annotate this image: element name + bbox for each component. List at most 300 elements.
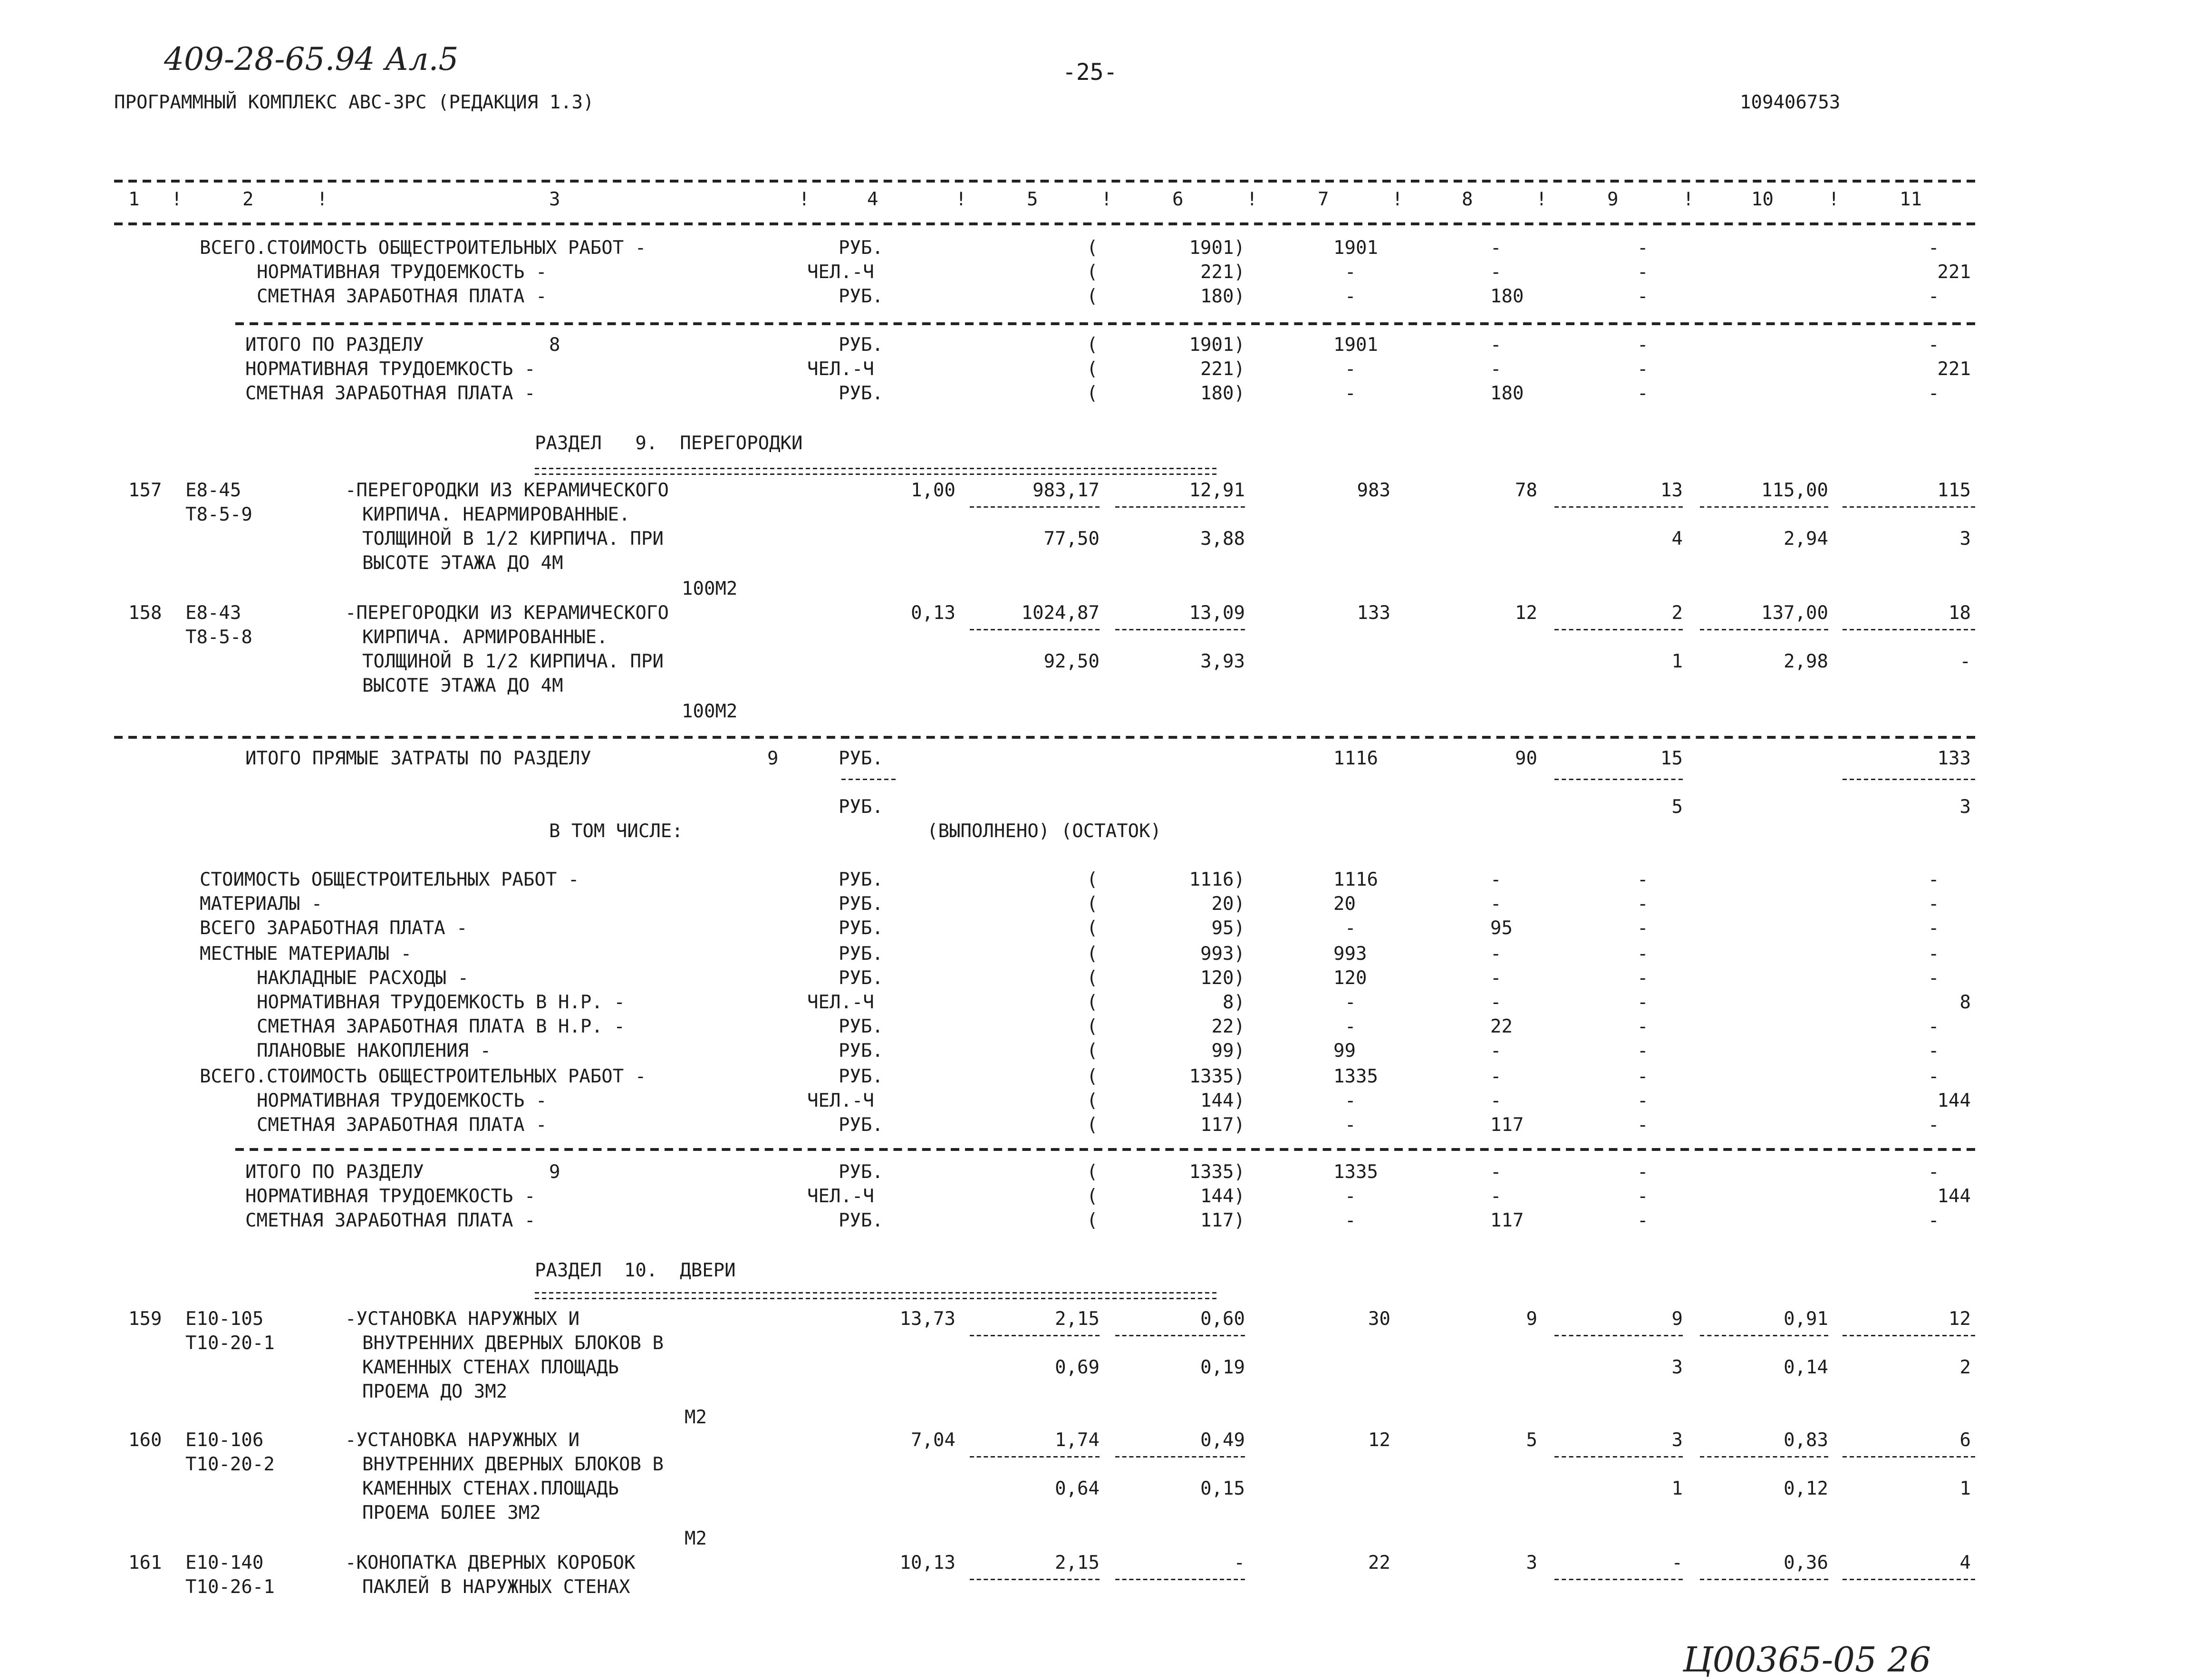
cell-underline bbox=[1115, 1579, 1245, 1580]
dash-cell: - bbox=[1637, 287, 1649, 308]
col-separator: ! bbox=[1536, 190, 1547, 211]
cell-underline bbox=[1115, 1335, 1245, 1336]
item-description: ТОЛЩИНОЙ В 1/2 КИРПИЧА. ПРИ bbox=[362, 652, 664, 673]
item-labor-rate: 0,36 bbox=[1784, 1553, 1828, 1574]
item-quantity: 0,13 bbox=[911, 603, 955, 625]
total-col7: 1901 bbox=[1333, 238, 1378, 260]
item-col9: 9 bbox=[1671, 1309, 1683, 1331]
breakdown-total: 22) bbox=[1211, 1017, 1245, 1039]
breakdown-col11: - bbox=[1928, 1017, 1939, 1039]
dash-cell: - bbox=[1928, 1162, 1939, 1184]
cell-underline bbox=[970, 1456, 1100, 1458]
unit: РУБ. bbox=[839, 797, 883, 819]
col-header-4: 4 bbox=[867, 190, 878, 211]
total-bracket: 1335) bbox=[1189, 1162, 1245, 1184]
item-code-secondary: Т10-26-1 bbox=[185, 1577, 275, 1599]
item-unit-cost-wages: 77,50 bbox=[1043, 529, 1100, 550]
section-title: РАЗДЕЛ 10. ДВЕРИ bbox=[535, 1261, 736, 1282]
paren: ( bbox=[1087, 384, 1098, 405]
cell-underline bbox=[1700, 1456, 1828, 1458]
item-total: 12 bbox=[1368, 1430, 1390, 1452]
breakdown-col8: - bbox=[1490, 894, 1502, 916]
item-labor-total-sub: 3 bbox=[1959, 529, 1971, 550]
item-unit-labor-sub: 3,93 bbox=[1200, 652, 1245, 673]
item-unit-labor-sub: 0,15 bbox=[1200, 1479, 1245, 1500]
col-header-9: 9 bbox=[1607, 190, 1619, 211]
total-bracket: 221) bbox=[1200, 262, 1245, 284]
paren: ( bbox=[1087, 968, 1098, 990]
paren: ( bbox=[1087, 1187, 1098, 1208]
paren: ( bbox=[1087, 262, 1098, 284]
breakdown-col9: - bbox=[1637, 894, 1649, 916]
breakdown-total: 95) bbox=[1211, 919, 1245, 941]
paren: ( bbox=[1087, 943, 1098, 965]
cell-underline bbox=[1700, 1579, 1828, 1580]
unit: ЧЕЛ.-Ч bbox=[807, 993, 874, 1014]
breakdown-col8: 117 bbox=[1490, 1115, 1524, 1137]
dash-cell: - bbox=[1637, 1162, 1649, 1184]
item-labor-total: 12 bbox=[1949, 1309, 1971, 1331]
direct-costs-label: ИТОГО ПРЯМЫЕ ЗАТРАТЫ ПО РАЗДЕЛУ bbox=[245, 749, 591, 770]
breakdown-row-label: СТОИМОСТЬ ОБЩЕСТРОИТЕЛЬНЫХ РАБОТ - bbox=[200, 870, 579, 891]
cell-underline bbox=[1554, 779, 1683, 780]
summary-label: НОРМАТИВНАЯ ТРУДОЕМКОСТЬ - bbox=[245, 1187, 536, 1208]
item-description: ВЫСОТЕ ЭТАЖА ДО 4М bbox=[362, 676, 563, 697]
item-number: 160 bbox=[128, 1430, 162, 1452]
dash-cell: - bbox=[1345, 384, 1356, 405]
cell-underline bbox=[1843, 1335, 1975, 1336]
paren: ( bbox=[1087, 287, 1098, 308]
paren: ( bbox=[1087, 335, 1098, 357]
item-unit-labor: 0,60 bbox=[1200, 1309, 1245, 1331]
dash-cell: - bbox=[1637, 1211, 1649, 1232]
dash-cell: - bbox=[1928, 384, 1939, 405]
col-header-8: 8 bbox=[1462, 190, 1473, 211]
paren: ( bbox=[1087, 1042, 1098, 1063]
section-title: РАЗДЕЛ 9. ПЕРЕГОРОДКИ bbox=[535, 434, 803, 455]
item-description: -ПЕРЕГОРОДКИ ИЗ КЕРАМИЧЕСКОГО bbox=[345, 481, 669, 502]
item-description: КИРПИЧА. АРМИРОВАННЫЕ. bbox=[362, 628, 608, 649]
breakdown-total: 993) bbox=[1200, 943, 1245, 965]
breakdown-col9: - bbox=[1637, 919, 1649, 941]
document-code: 109406753 bbox=[1740, 93, 1841, 114]
item-code: Е10-106 bbox=[185, 1430, 264, 1452]
breakdown-col7: 120 bbox=[1333, 968, 1367, 990]
cell-underline bbox=[1554, 1579, 1683, 1580]
item-labor-rate-sub: 0,12 bbox=[1784, 1479, 1828, 1500]
dash-cell: - bbox=[1637, 384, 1649, 405]
item-description: ВНУТРЕННИХ ДВЕРНЫХ БЛОКОВ В bbox=[362, 1455, 664, 1476]
breakdown-total: 1116) bbox=[1189, 870, 1245, 891]
paren: ( bbox=[1087, 1162, 1098, 1184]
item-description: ВЫСОТЕ ЭТАЖА ДО 4М bbox=[362, 553, 563, 575]
cell-underline bbox=[1554, 1335, 1683, 1336]
unit: РУБ. bbox=[839, 1162, 883, 1184]
paren: ( bbox=[1087, 238, 1098, 260]
item-unit-cost: 983,17 bbox=[1032, 481, 1100, 502]
breakdown-col9: - bbox=[1637, 943, 1649, 965]
item-quantity: 1,00 bbox=[911, 481, 955, 502]
item-description: -УСТАНОВКА НАРУЖНЫХ И bbox=[345, 1309, 580, 1331]
item-code-secondary: Т8-5-9 bbox=[185, 505, 252, 526]
item-labor-total-sub: 2 bbox=[1959, 1358, 1971, 1379]
cell-underline bbox=[1700, 1335, 1828, 1336]
handwritten-doc-number: 409-28-65.94 Ал.5 bbox=[164, 43, 459, 78]
item-labor-rate: 0,83 bbox=[1784, 1430, 1828, 1452]
breakdown-col7: - bbox=[1345, 1115, 1356, 1137]
unit: РУБ. bbox=[839, 1042, 883, 1063]
breakdown-col8: 95 bbox=[1490, 919, 1513, 941]
breakdown-label: В ТОМ ЧИСЛЕ: bbox=[549, 821, 683, 843]
breakdown-row-label: ПЛАНОВЫЕ НАКОПЛЕНИЯ - bbox=[257, 1042, 492, 1063]
col-separator: ! bbox=[955, 190, 967, 211]
handwritten-stamp-number: Ц00365-05 26 bbox=[1683, 1640, 1931, 1680]
item-labor-total: 6 bbox=[1959, 1430, 1971, 1452]
breakdown-col8: 22 bbox=[1490, 1017, 1513, 1039]
paren: ( bbox=[1087, 894, 1098, 916]
breakdown-row-label: НАКЛАДНЫЕ РАСХОДЫ - bbox=[257, 968, 469, 990]
table-top-border bbox=[114, 180, 1975, 183]
item-code-secondary: Т10-20-1 bbox=[185, 1333, 275, 1355]
breakdown-col11: - bbox=[1928, 919, 1939, 941]
breakdown-col7: 1335 bbox=[1333, 1066, 1378, 1088]
dash-cell: - bbox=[1928, 238, 1939, 260]
total-col8: 180 bbox=[1490, 287, 1524, 308]
item-description: КАМЕННЫХ СТЕНАХ.ПЛОЩАДЬ bbox=[362, 1479, 619, 1500]
total-col7: 1901 bbox=[1333, 335, 1378, 357]
breakdown-row-label: ВСЕГО.СТОИМОСТЬ ОБЩЕСТРОИТЕЛЬНЫХ РАБОТ - bbox=[200, 1066, 646, 1088]
item-unit-cost: 2,15 bbox=[1055, 1553, 1100, 1574]
item-labor-rate: 0,91 bbox=[1784, 1309, 1828, 1331]
breakdown-col8: - bbox=[1490, 993, 1502, 1014]
item-unit: М2 bbox=[685, 1529, 707, 1550]
unit: РУБ. bbox=[839, 919, 883, 941]
paren: ( bbox=[1087, 870, 1098, 891]
item-unit-cost: 1,74 bbox=[1055, 1430, 1100, 1452]
item-description: -КОНОПАТКА ДВЕРНЫХ КОРОБОК bbox=[345, 1553, 636, 1574]
col-separator: ! bbox=[1101, 190, 1112, 211]
unit: РУБ. bbox=[839, 335, 883, 357]
item-description: -УСТАНОВКА НАРУЖНЫХ И bbox=[345, 1430, 580, 1452]
item-unit: М2 bbox=[685, 1408, 707, 1429]
item-unit-cost: 1024,87 bbox=[1021, 603, 1100, 625]
cell-underline bbox=[970, 1579, 1100, 1580]
item-labor-total-sub: - bbox=[1959, 652, 1971, 673]
total-bracket: 180) bbox=[1200, 384, 1245, 405]
item-labor-total: 18 bbox=[1949, 603, 1971, 625]
cell-underline bbox=[970, 629, 1100, 630]
col-header-5: 5 bbox=[1027, 190, 1038, 211]
total-col7: 1335 bbox=[1333, 1162, 1378, 1184]
item-number: 157 bbox=[128, 481, 162, 502]
unit: РУБ. bbox=[839, 1211, 883, 1232]
breakdown-row-label: НОРМАТИВНАЯ ТРУДОЕМКОСТЬ В Н.Р. - bbox=[257, 993, 625, 1014]
breakdown-col8: - bbox=[1490, 870, 1502, 891]
cell-underline bbox=[970, 1335, 1100, 1336]
unit: РУБ. bbox=[839, 749, 883, 770]
summary-label: НОРМАТИВНАЯ ТРУДОЕМКОСТЬ - bbox=[245, 359, 536, 381]
item-labor-total-sub: 1 bbox=[1959, 1479, 1971, 1500]
item-code: Е10-140 bbox=[185, 1553, 264, 1574]
breakdown-total: 117) bbox=[1200, 1115, 1245, 1137]
direct-total: 1116 bbox=[1333, 749, 1378, 770]
breakdown-col11: - bbox=[1928, 943, 1939, 965]
item-quantity: 10,13 bbox=[899, 1553, 955, 1574]
paren: ( bbox=[1087, 359, 1098, 381]
total-bracket: 117) bbox=[1200, 1211, 1245, 1232]
breakdown-col9: - bbox=[1637, 993, 1649, 1014]
item-unit-labor: 12,91 bbox=[1189, 481, 1245, 502]
item-wages: 12 bbox=[1515, 603, 1537, 625]
total-bracket: 1901) bbox=[1189, 238, 1245, 260]
page-number: -25- bbox=[1062, 58, 1118, 86]
section-separator bbox=[114, 736, 1975, 739]
paren: ( bbox=[1087, 1066, 1098, 1088]
breakdown-col7: 20 bbox=[1333, 894, 1356, 916]
unit: РУБ. bbox=[839, 287, 883, 308]
item-description: ПРОЕМА ДО 3М2 bbox=[362, 1382, 508, 1403]
direct-col11: 133 bbox=[1937, 749, 1971, 770]
total-bracket: 180) bbox=[1200, 287, 1245, 308]
breakdown-col11: - bbox=[1928, 870, 1939, 891]
section-title-underline bbox=[535, 1292, 1216, 1299]
breakdown-col8: - bbox=[1490, 943, 1502, 965]
col-separator: ! bbox=[317, 190, 328, 211]
direct-col11-sub: 3 bbox=[1959, 797, 1971, 819]
dash-cell: - bbox=[1490, 238, 1502, 260]
dash-cell: - bbox=[1345, 1211, 1356, 1232]
item-col9-sub: 4 bbox=[1671, 529, 1683, 550]
item-code-secondary: Т8-5-8 bbox=[185, 628, 252, 649]
item-description: ТОЛЩИНОЙ В 1/2 КИРПИЧА. ПРИ bbox=[362, 529, 664, 550]
dash-cell: - bbox=[1928, 1211, 1939, 1232]
cell-underline bbox=[1554, 1456, 1683, 1458]
breakdown-total: 8) bbox=[1223, 993, 1245, 1014]
summary-label: СМЕТНАЯ ЗАРАБОТНАЯ ПЛАТА - bbox=[257, 287, 547, 308]
cell-underline bbox=[1700, 506, 1828, 508]
item-total: 133 bbox=[1357, 603, 1390, 625]
breakdown-total: 144) bbox=[1200, 1091, 1245, 1112]
summary-label: СМЕТНАЯ ЗАРАБОТНАЯ ПЛАТА - bbox=[245, 1211, 536, 1232]
col-header-7: 7 bbox=[1318, 190, 1329, 211]
dash-cell: - bbox=[1345, 1187, 1356, 1208]
cell-underline bbox=[1843, 779, 1975, 780]
breakdown-row-label: СМЕТНАЯ ЗАРАБОТНАЯ ПЛАТА В Н.Р. - bbox=[257, 1017, 625, 1039]
total-col8: 117 bbox=[1490, 1211, 1524, 1232]
breakdown-col9: - bbox=[1637, 1091, 1649, 1112]
breakdown-col7: 99 bbox=[1333, 1042, 1356, 1063]
section-title-underline bbox=[535, 468, 1216, 475]
unit: РУБ. bbox=[839, 1115, 883, 1137]
paren: ( bbox=[1087, 1017, 1098, 1039]
table-header-border bbox=[114, 222, 1975, 225]
item-unit-cost-wages: 0,64 bbox=[1055, 1479, 1100, 1500]
breakdown-columns: (ВЫПОЛНЕНО) (ОСТАТОК) bbox=[927, 821, 1162, 843]
col-separator: ! bbox=[1392, 190, 1403, 211]
item-code: Е8-45 bbox=[185, 481, 241, 502]
breakdown-total: 1335) bbox=[1189, 1066, 1245, 1088]
total-col11: 144 bbox=[1937, 1187, 1971, 1208]
paren: ( bbox=[1087, 1211, 1098, 1232]
subtotal-separator bbox=[235, 322, 1975, 325]
summary-label: ВСЕГО.СТОИМОСТЬ ОБЩЕСТРОИТЕЛЬНЫХ РАБОТ - bbox=[200, 238, 646, 260]
summary-label: СМЕТНАЯ ЗАРАБОТНАЯ ПЛАТА - bbox=[245, 384, 536, 405]
total-col11: 221 bbox=[1937, 262, 1971, 284]
item-col9-sub: 1 bbox=[1671, 652, 1683, 673]
breakdown-col8: - bbox=[1490, 1091, 1502, 1112]
item-code: Е8-43 bbox=[185, 603, 241, 625]
dash-cell: - bbox=[1490, 262, 1502, 284]
item-col9: 3 bbox=[1671, 1430, 1683, 1452]
total-bracket: 1901) bbox=[1189, 335, 1245, 357]
col-header-10: 10 bbox=[1751, 190, 1774, 211]
cell-underline bbox=[1115, 506, 1245, 508]
dash-cell: - bbox=[1490, 359, 1502, 381]
item-labor-rate-sub: 0,14 bbox=[1784, 1358, 1828, 1379]
item-description: ПРОЕМА БОЛЕЕ 3М2 bbox=[362, 1503, 541, 1525]
item-quantity: 7,04 bbox=[911, 1430, 955, 1452]
subtotal-separator bbox=[235, 1148, 1975, 1151]
col-separator: ! bbox=[1683, 190, 1694, 211]
breakdown-col7: - bbox=[1345, 919, 1356, 941]
breakdown-row-label: МЕСТНЫЕ МАТЕРИАЛЫ - bbox=[200, 943, 412, 965]
breakdown-col11: - bbox=[1928, 1042, 1939, 1063]
breakdown-col11: - bbox=[1928, 968, 1939, 990]
col-separator: ! bbox=[1246, 190, 1258, 211]
item-total: 30 bbox=[1368, 1309, 1390, 1331]
cell-underline bbox=[1843, 629, 1975, 630]
breakdown-col8: - bbox=[1490, 968, 1502, 990]
item-unit-labor: 13,09 bbox=[1189, 603, 1245, 625]
col-header-2: 2 bbox=[242, 190, 254, 211]
dash-cell: - bbox=[1490, 335, 1502, 357]
unit: РУБ. bbox=[839, 870, 883, 891]
unit: РУБ. bbox=[839, 238, 883, 260]
dash-cell: - bbox=[1345, 287, 1356, 308]
total-col8: 180 bbox=[1490, 384, 1524, 405]
item-labor-rate-sub: 2,94 bbox=[1784, 529, 1828, 550]
paren: ( bbox=[1087, 993, 1098, 1014]
breakdown-total: 99) bbox=[1211, 1042, 1245, 1063]
col-header-11: 11 bbox=[1900, 190, 1922, 211]
cell-underline bbox=[1554, 506, 1683, 508]
dash-cell: - bbox=[1637, 238, 1649, 260]
item-labor-rate: 137,00 bbox=[1761, 603, 1828, 625]
item-col9: 13 bbox=[1660, 481, 1683, 502]
item-wages: 3 bbox=[1526, 1553, 1537, 1574]
summary-label: НОРМАТИВНАЯ ТРУДОЕМКОСТЬ - bbox=[257, 262, 547, 284]
col-separator: ! bbox=[1828, 190, 1840, 211]
unit: РУБ. bbox=[839, 943, 883, 965]
breakdown-col9: - bbox=[1637, 968, 1649, 990]
item-number: 161 bbox=[128, 1553, 162, 1574]
breakdown-col7: 1116 bbox=[1333, 870, 1378, 891]
cell-underline bbox=[1843, 1579, 1975, 1580]
dash-cell: - bbox=[1928, 335, 1939, 357]
section-number: 8 bbox=[549, 335, 560, 357]
total-col11: 221 bbox=[1937, 359, 1971, 381]
summary-label: ИТОГО ПО РАЗДЕЛУ bbox=[245, 335, 424, 357]
col-header-1: 1 bbox=[128, 190, 140, 211]
item-col9-sub: 1 bbox=[1671, 1479, 1683, 1500]
item-wages: 9 bbox=[1526, 1309, 1537, 1331]
direct-wages: 90 bbox=[1515, 749, 1537, 770]
item-description: КАМЕННЫХ СТЕНАХ ПЛОЩАДЬ bbox=[362, 1358, 619, 1379]
section-number: 9 bbox=[549, 1162, 560, 1184]
breakdown-col11: - bbox=[1928, 1066, 1939, 1088]
item-unit-labor-sub: 0,19 bbox=[1200, 1358, 1245, 1379]
unit: ЧЕЛ.-Ч bbox=[807, 1187, 874, 1208]
unit: РУБ. bbox=[839, 384, 883, 405]
item-unit-labor: 0,49 bbox=[1200, 1430, 1245, 1452]
item-unit-cost-wages: 92,50 bbox=[1043, 652, 1100, 673]
item-col9-sub: 3 bbox=[1671, 1358, 1683, 1379]
dash-cell: - bbox=[1490, 1162, 1502, 1184]
breakdown-col8: - bbox=[1490, 1066, 1502, 1088]
breakdown-col9: - bbox=[1637, 1066, 1649, 1088]
dash-cell: - bbox=[1490, 1187, 1502, 1208]
dash-cell: - bbox=[1637, 1187, 1649, 1208]
item-number: 159 bbox=[128, 1309, 162, 1331]
breakdown-col7: - bbox=[1345, 1091, 1356, 1112]
dash-cell: - bbox=[1345, 359, 1356, 381]
breakdown-row-label: МАТЕРИАЛЫ - bbox=[200, 894, 323, 916]
unit: ЧЕЛ.-Ч bbox=[807, 262, 874, 284]
item-code: Е10-105 bbox=[185, 1309, 264, 1331]
cell-underline bbox=[841, 779, 896, 780]
program-title: ПРОГРАММНЫЙ КОМПЛЕКС АВС-3РС (РЕДАКЦИЯ 1.3) bbox=[114, 93, 594, 114]
breakdown-col7: - bbox=[1345, 1017, 1356, 1039]
item-total: 22 bbox=[1368, 1553, 1390, 1574]
item-description: КИРПИЧА. НЕАРМИРОВАННЫЕ. bbox=[362, 505, 630, 526]
breakdown-row-label: СМЕТНАЯ ЗАРАБОТНАЯ ПЛАТА - bbox=[257, 1115, 547, 1137]
item-labor-total: 115 bbox=[1937, 481, 1971, 502]
direct-col9: 15 bbox=[1660, 749, 1683, 770]
section-number: 9 bbox=[767, 749, 779, 770]
paren: ( bbox=[1087, 1115, 1098, 1137]
cell-underline bbox=[1115, 1456, 1245, 1458]
breakdown-col7: 993 bbox=[1333, 943, 1367, 965]
col-header-6: 6 bbox=[1172, 190, 1184, 211]
breakdown-col9: - bbox=[1637, 1115, 1649, 1137]
breakdown-col7: - bbox=[1345, 993, 1356, 1014]
item-unit: 100М2 bbox=[682, 579, 738, 600]
item-labor-rate-sub: 2,98 bbox=[1784, 652, 1828, 673]
item-col9: - bbox=[1671, 1553, 1683, 1574]
breakdown-col9: - bbox=[1637, 1042, 1649, 1063]
summary-label: ИТОГО ПО РАЗДЕЛУ bbox=[245, 1162, 424, 1184]
breakdown-total: 20) bbox=[1211, 894, 1245, 916]
cell-underline bbox=[1115, 629, 1245, 630]
breakdown-total: 120) bbox=[1200, 968, 1245, 990]
breakdown-col11: 8 bbox=[1959, 993, 1971, 1014]
item-description: ВНУТРЕННИХ ДВЕРНЫХ БЛОКОВ В bbox=[362, 1333, 664, 1355]
col-separator: ! bbox=[171, 190, 183, 211]
cell-underline bbox=[1700, 629, 1828, 630]
breakdown-col9: - bbox=[1637, 870, 1649, 891]
item-col9: 2 bbox=[1671, 603, 1683, 625]
col-separator: ! bbox=[799, 190, 810, 211]
col-header-3: 3 bbox=[549, 190, 560, 211]
paren: ( bbox=[1087, 919, 1098, 941]
item-description: -ПЕРЕГОРОДКИ ИЗ КЕРАМИЧЕСКОГО bbox=[345, 603, 669, 625]
unit: РУБ. bbox=[839, 1066, 883, 1088]
item-unit: 100М2 bbox=[682, 702, 738, 723]
dash-cell: - bbox=[1637, 262, 1649, 284]
dash-cell: - bbox=[1345, 262, 1356, 284]
item-labor-rate: 115,00 bbox=[1761, 481, 1828, 502]
item-total: 983 bbox=[1357, 481, 1390, 502]
